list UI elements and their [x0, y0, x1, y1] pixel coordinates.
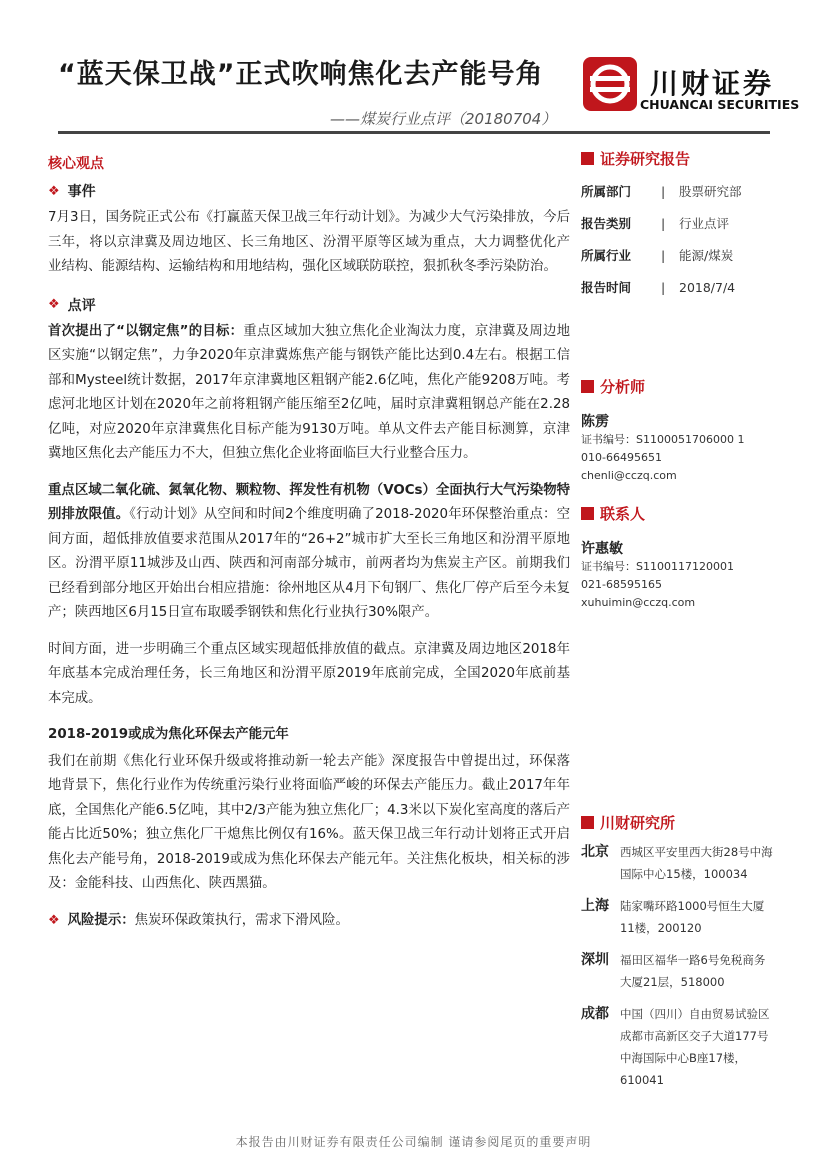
p4-heading: 2018-2019或成为焦化环保去产能元年	[48, 727, 289, 742]
comment-paragraph-3: 时间方面，进一步明确三个重点区域实现超低排放值的截点。京津冀及周边地区2018年年底基本完成治理任务，长三角地区和汾渭平原2019年底前完成，全国2020年底前基本完成。	[48, 641, 570, 706]
p2-body: 《行动计划》从空间和时间2个维度明确了2018-2020年环保整治重点：空间方面，超低排放值要求范围从2017年的“26+2”城市扩大至长三角地区和汾渭平原地区。汾渭平原11城涉及山西、陕西和河南部分城市，前两者均为焦炭主产区。前期我们已经看到部分地区开始出台相应措施：徐州地区从4月下旬钢厂、焦化厂停产后至今未复产；陕西地区6月15日宣布取暖季钢铁和焦化行业执行30%限产。	[48, 507, 570, 620]
red-square-icon	[581, 152, 594, 165]
comment-paragraph-1	[48, 320, 570, 467]
contact-name: 许惠敏	[581, 541, 623, 557]
info-sep: |	[661, 247, 666, 263]
logo-text-en: CHUANCAI SECURITIES	[640, 97, 800, 112]
analyst-phone: 010-66495651	[581, 451, 662, 464]
office-address: 福田区福华一路6号免税商务大厦21层，518000	[620, 953, 766, 989]
info-sep: |	[661, 279, 666, 295]
office-city: 成都	[581, 1006, 609, 1022]
comment-heading	[48, 292, 570, 318]
office-city: 上海	[581, 898, 609, 914]
core-viewpoint-heading: 核心观点	[48, 156, 104, 172]
contact-panel	[581, 503, 776, 612]
office-shanghai	[581, 895, 776, 939]
info-sep: |	[661, 183, 666, 199]
analyst-panel	[581, 376, 776, 485]
info-value: 行业点评	[679, 216, 730, 231]
chuancai-logo-icon	[582, 56, 638, 112]
risk-text: 焦炭环保政策执行，需求下滑风险。	[134, 912, 349, 928]
page-footer: 本报告由川财证券有限责任公司编制 谨请参阅尾页的重要声明	[235, 1135, 592, 1149]
report-info-panel	[581, 148, 776, 303]
office-address: 中国（四川）自由贸易试验区成都市高新区交子大道177号中海国际中心B座17楼，610041	[620, 1007, 770, 1087]
info-key: 所属部门	[581, 184, 632, 199]
office-city: 深圳	[581, 952, 609, 968]
contact-cert: 证书编号：S1100117120001	[581, 560, 734, 573]
info-key: 报告类别	[581, 216, 632, 231]
office-beijing	[581, 841, 776, 885]
red-square-icon	[581, 816, 594, 829]
office-city: 北京	[581, 844, 609, 860]
info-list	[581, 175, 776, 303]
info-value: 股票研究部	[679, 184, 742, 199]
contact-phone: 021-68595165	[581, 578, 662, 591]
event-paragraph: 7月3日，国务院正式公布《打赢蓝天保卫战三年行动计划》。为减少大气污染排放，今后三年，将以京津冀及周边地区、长三角地区、汾渭平原等区域为重点，大力调整优化产业结构、能源结构、运输结构和用地结构，强化区域联防联控，狠抓秋冬季污染防治。	[48, 210, 570, 274]
diamond-bullet-icon: ❖	[48, 297, 60, 312]
main-content	[48, 148, 570, 945]
red-square-icon	[581, 507, 594, 520]
contact-heading	[581, 503, 776, 524]
event-label: 事件	[67, 184, 96, 200]
report-info-heading	[581, 148, 776, 169]
office-address: 西城区平安里西大街28号中海国际中心15楼，100034	[620, 845, 773, 881]
office-chengdu	[581, 1003, 776, 1091]
contact-email[interactable]: xuhuimin@cczq.com	[581, 596, 696, 609]
office-shenzhen	[581, 949, 776, 993]
info-value: 2018/7/4	[679, 279, 736, 295]
info-row-department	[581, 175, 776, 207]
report-info-title: 证券研究报告	[600, 150, 691, 168]
institute-panel	[581, 812, 776, 1101]
info-sep: |	[661, 215, 666, 231]
diamond-bullet-icon: ❖	[48, 912, 60, 928]
p1-lead: 首次提出了“以钢定焦”的目标：	[48, 323, 244, 339]
comment-label: 点评	[67, 297, 96, 314]
red-square-icon	[581, 380, 594, 393]
info-value: 能源/煤炭	[679, 248, 734, 263]
info-key: 所属行业	[581, 248, 632, 263]
report-title: “蓝天保卫战”正式吹响焦化去产能号角	[58, 59, 544, 90]
info-row-industry	[581, 239, 776, 271]
analyst-name: 陈雳	[581, 414, 609, 430]
office-address: 陆家嘴环路1000号恒生大厦11楼，200120	[620, 899, 765, 935]
analyst-heading	[581, 376, 776, 397]
risk-line	[48, 909, 570, 934]
report-subtitle: ——煤炭行业点评（20180704）	[330, 110, 557, 128]
institute-title: 川财研究所	[600, 814, 676, 832]
risk-label: 风险提示：	[67, 912, 135, 928]
comment-paragraph-4: 我们在前期《焦化行业环保升级或将推动新一轮去产能》深度报告中曾提出过，环保落地背景下，焦化行业作为传统重污染行业将面临严峻的环保去产能压力。截止2017年年底，全国焦化产能6.5亿吨，其中2/3产能为独立焦化厂；4.3米以下炭化室高度的落后产能占比近50%；独立焦化厂干熄焦比例仅有16%。蓝天保卫战三年行动计划将正式开启焦化去产能号角，2018-2019或成为焦化环保去产能元年。关注焦化板块，相关标的涉及：金能科技、山西焦化、陕西黑猫。	[48, 753, 570, 891]
event-heading	[48, 178, 570, 204]
info-key: 报告时间	[581, 280, 632, 295]
info-row-date	[581, 271, 776, 303]
header-divider	[58, 131, 770, 134]
p1-body: 重点区域加大独立焦化企业淘汰力度，京津冀及周边地区实施“以钢定焦”，力争2020年京津冀炼焦产能与钢铁产能比达到0.4左右。根据工信部和Mysteel统计数据，2017年京津冀地区粗钢产能2.6亿吨，焦化产能9208万吨。考虑河北地区计划在2020年之前将粗钢产能压缩至2亿吨，届时京津冀粗钢总产能在2.28亿吨，对应2020年京津冀焦化目标产能为9130万吨。单从文件去产能目标测算，京津冀地区焦化去产能压力不大，但独立焦化企业将面临巨大行业整合压力。	[48, 323, 571, 461]
analyst-email[interactable]: chenli@cczq.com	[581, 469, 677, 482]
analyst-cert: 证书编号：S1100051706000 1	[581, 433, 745, 446]
diamond-bullet-icon: ❖	[48, 183, 60, 199]
info-row-category	[581, 207, 776, 239]
contact-title: 联系人	[600, 505, 646, 523]
institute-heading	[581, 812, 776, 833]
p2-lead: 重点区域二氧化硫、氮氧化物、颗粒物、挥发性有机物（VOCs）全面执行大气污染物特别排放限值。	[48, 482, 570, 522]
comment-paragraph-2	[48, 479, 570, 626]
logo-text-cn: 川财证券	[650, 67, 775, 100]
analyst-title: 分析师	[600, 378, 646, 396]
